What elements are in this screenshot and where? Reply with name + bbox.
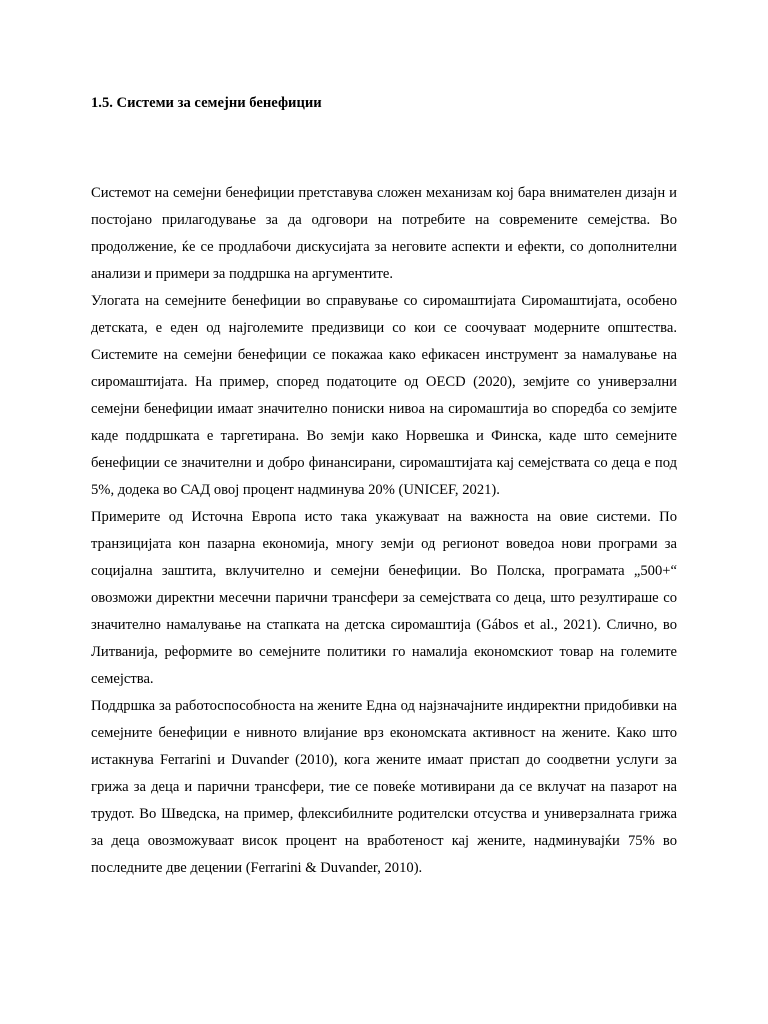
paragraph-intro: Системот на семејни бенефиции претставува сложен механизам кој бара внимателен дизајн и постојано прилагодување за да одговори на потребите на современите семејства. Во продолжение, ќе се продлабочи дискусијата за неговите аспекти и ефекти, со дополнителни анализи и примери за поддршка на аргументите. <box>91 185 677 282</box>
paragraph-eastern-europe: Примерите од Источна Европа исто така укажуваат на важноста на овие системи. По транзицијата кон пазарна економија, многу земји од регионот воведоа нови програми за социјална заштита, вклучително и семејни бенефиции. Во Полска, програмата „500+“ овозможи директни месечни парични трансфери за семејствата со деца, што резултираше со значително намалување на стапката на детска сиромаштија (Gábos et al., 2021). Слично, во Литванија, реформите во семејните политики го намалија економскиот товар на големите семејства. <box>91 509 677 687</box>
paragraph-poverty: Улогата на семејните бенефиции во справување со сиромаштијата Сиромаштијата, особено детската, е еден од најголемите предизвици со кои се соочуваат модерните општества. Системите на семејни бенефиции се покажаа како ефикасен инструмент за намалување на сиромаштијата. На пример, според податоците од OECD (2020), земјите со универзални семејни бенефиции имаат значително пониски нивоа на сиромаштија во споредба со земјите каде поддршката е таргетирана. Во земји како Норвешка и Финска, каде што семејните бенефиции се значителни и добро финансирани, сиромаштијата кај семејствата со деца е под 5%, додека во САД овој процент надминува 20% (UNICEF, 2021). <box>91 293 677 498</box>
section-body <box>91 180 677 882</box>
paragraph-women-employment: Поддршка за работоспособноста на жените Една од најзначајните индиректни придобивки на семејните бенефиции е нивното влијание врз економската активност на жените. Како што истакнува Ferrarini и Duvander (2010), кога жените имаат пристап до соодветни услуги за грижа за деца и парични трансфери, тие се повеќе мотивирани да се вклучат на пазарот на трудот. Во Шведска, на пример, флексибилните родителски отсуства и универзалната грижа за деца овозможуваат висок процент на вработеност кај жените, надминувајќи 75% во последните две децении (Ferrarini & Duvander, 2010). <box>91 698 677 876</box>
section-heading: 1.5. Системи за семејни бенефиции <box>91 95 322 111</box>
